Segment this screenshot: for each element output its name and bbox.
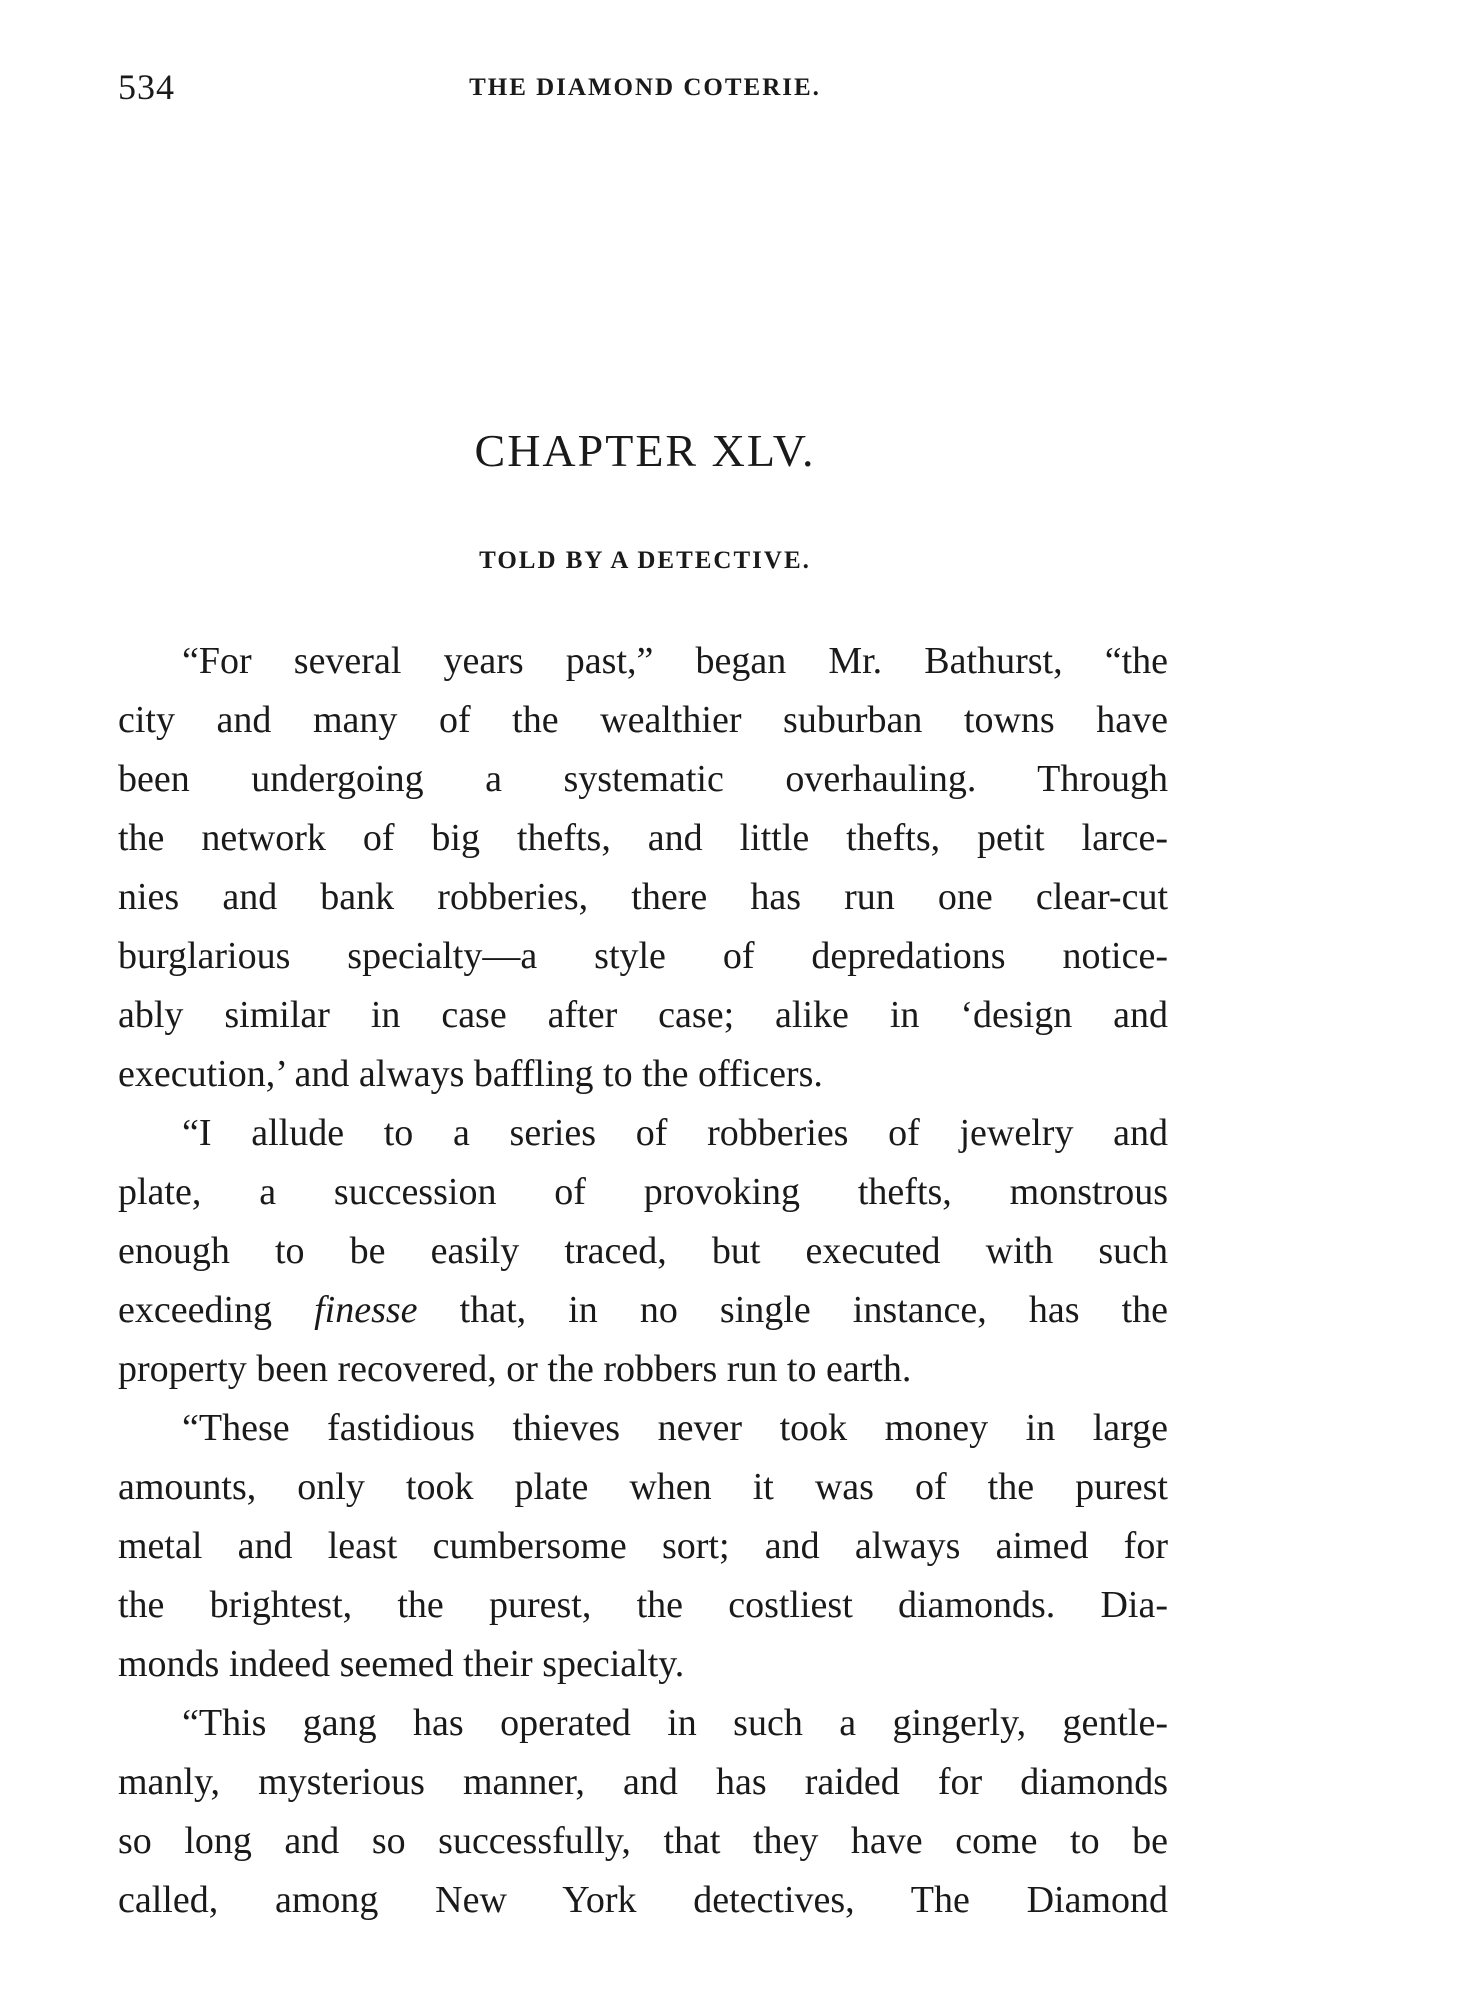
text-line-with-italic — [118, 1281, 1168, 1340]
text-line: amounts, only took plate when it was of the purest — [118, 1466, 1168, 1508]
text-line: the network of big thefts, and little thefts, petit larce- — [118, 817, 1168, 859]
text-line: so long and so successfully, that they have come to be — [118, 1820, 1168, 1862]
text-line: “These fastidious thieves never took money in large — [182, 1407, 1168, 1449]
italic-word: finesse — [314, 1289, 418, 1331]
running-head: THE DIAMOND COTERIE. — [469, 74, 821, 101]
text-line: plate, a succession of provoking thefts, monstrous — [118, 1171, 1168, 1213]
text-line: city and many of the wealthier suburban towns have — [118, 699, 1168, 741]
text-line: property been recovered, or the robbers run to earth. — [118, 1348, 912, 1390]
paragraph-1 — [118, 632, 1168, 1104]
text-line: called, among New York detectives, The Diamond — [118, 1879, 1168, 1921]
text-line: been undergoing a systematic overhauling. Through — [118, 758, 1168, 800]
text-line: nies and bank robberies, there has run one clear-cut — [118, 876, 1168, 918]
text-line: execution,’ and always baffling to the officers. — [118, 1053, 823, 1095]
text-line: monds indeed seemed their specialty. — [118, 1643, 685, 1685]
chapter-title: CHAPTER XLV. — [474, 425, 816, 476]
body-text — [118, 632, 1168, 1930]
text-line: enough to be easily traced, but executed with such — [118, 1230, 1168, 1272]
paragraph-4 — [118, 1694, 1168, 1930]
text-line: “I allude to a series of robberies of jewelry and — [182, 1112, 1168, 1154]
text-line: ably similar in case after case; alike in ‘design and — [118, 994, 1168, 1036]
text-segment: exceeding — [118, 1289, 273, 1331]
paragraph-3 — [118, 1399, 1168, 1694]
text-line: “For several years past,” began Mr. Bathurst, “the — [182, 640, 1168, 682]
paragraph-2 — [118, 1104, 1168, 1399]
chapter-subtitle: TOLD BY A DETECTIVE. — [479, 547, 811, 574]
text-line: manly, mysterious manner, and has raided for diamonds — [118, 1761, 1168, 1803]
text-line: metal and least cumbersome sort; and always aimed for — [118, 1525, 1168, 1567]
page-number: 534 — [118, 67, 175, 107]
text-line: the brightest, the purest, the costliest diamonds. Dia- — [118, 1584, 1168, 1626]
text-line: burglarious specialty—a style of depredations notice- — [118, 935, 1168, 977]
text-line: “This gang has operated in such a gingerly, gentle- — [182, 1702, 1168, 1744]
text-segment: that, in no single instance, has the — [459, 1289, 1169, 1331]
